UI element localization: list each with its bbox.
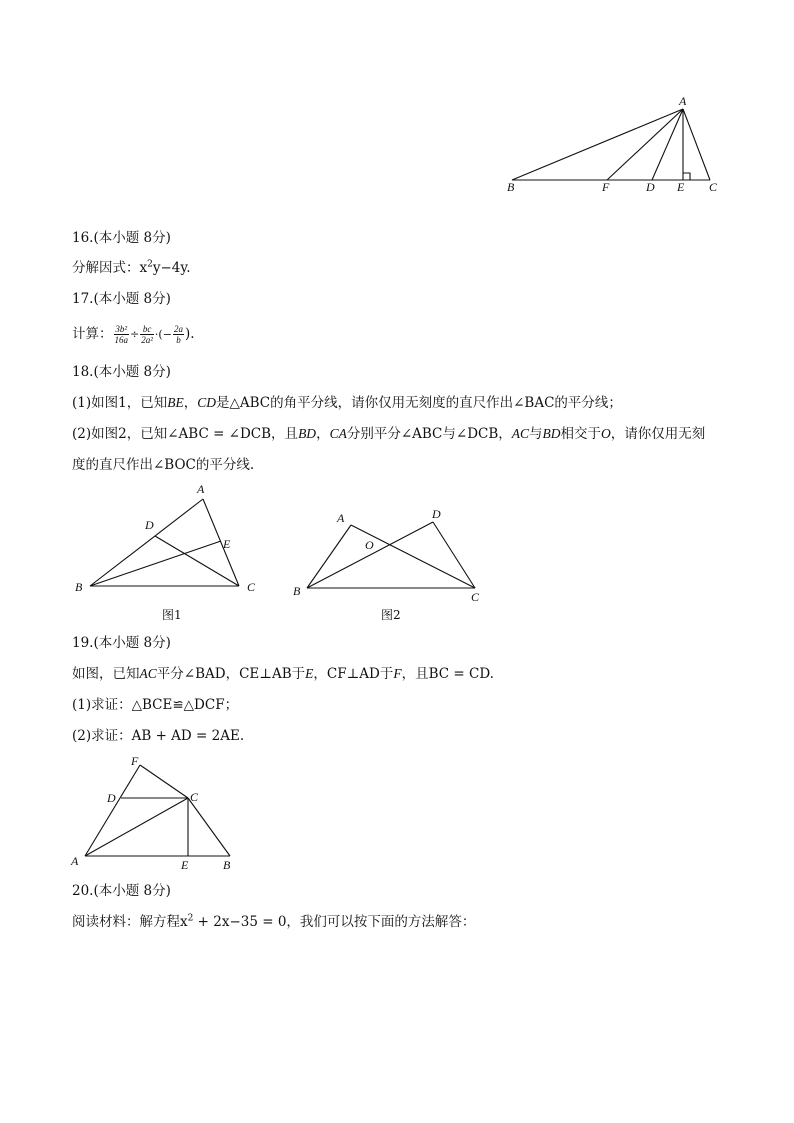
fig2-seg-dc [433,522,475,588]
q17-op1: ÷ [130,328,140,341]
q16-prompt: 分解因式： [72,260,140,276]
q18-p2-text-e: 相交于 [560,426,602,442]
fig3-seg-cb [188,798,230,856]
seg-ab [512,109,683,180]
q16-body [72,259,191,277]
figure-1 [70,478,270,628]
fig1-seg-ac [203,499,239,586]
q20-text-a: 阅读材料：解方程x [72,914,188,930]
q19-intro-b: 平分∠BAD，CE⊥AB于 [156,666,306,682]
q18-p2-text-b: ， [316,426,330,442]
q18-part2 [72,425,705,443]
fig3-seg-af [85,765,140,856]
figure-2 [285,500,495,628]
q20-text-sup: 2 [187,913,194,924]
label-f: F [602,180,610,194]
q20-text-b: + 2x−35 = 0，我们可以按下面的方法解答： [193,914,476,930]
label-b: B [507,180,515,194]
q17-body [72,320,195,348]
q17-f3-den: b [176,335,181,345]
q16-expr-b: y−4y. [152,260,191,276]
figure-3 [65,752,245,874]
label-d: D [646,180,655,194]
q19-intro-d: ，且BC = CD. [401,666,494,682]
q17-f3-num: 2a [173,324,183,334]
fig3-label-a: A [71,854,79,868]
q18-part1 [72,394,622,412]
seg-af [607,109,683,180]
q19-sub2: (2)求证：AB + AD = 2AE. [72,728,245,744]
q18-p2-ac: AC [511,426,530,441]
q18-header: 18.(本小题 8分) [72,364,171,380]
label-c: C [709,180,718,194]
q17-header: 17.(本小题 8分) [72,291,171,307]
q18-p2-ca: CA [329,426,347,441]
q18-p1-be: BE [167,395,184,410]
q19-intro-a: 如图，已知 [72,666,140,682]
fig3-label-c: C [190,790,199,804]
q20-text [72,913,475,931]
fig3-label-f: F [131,754,139,768]
q19-intro-e: E [305,666,314,681]
fig2-label-c: C [471,590,480,604]
fig1-label-a: A [197,482,205,496]
q18-p1-text-a: (1)如图1，已知 [72,395,168,411]
q17-fraction-2 [140,324,154,345]
q18-p2-text-d: 与 [529,426,543,442]
q17-op2: ·(− [154,328,172,341]
q19-intro-ac: AC [139,666,157,681]
q18-p2-text-c: 分别平分∠ABC与∠DCB， [346,426,512,442]
right-angle-mark [683,173,690,180]
fig2-caption: 图2 [381,608,401,622]
q17-tail: ). [184,326,195,342]
q17-fraction-1 [114,324,130,345]
fig1-caption: 图1 [162,608,182,622]
q17-f2-den: 2a² [141,335,153,345]
q17-f1-den: 16a [114,335,128,345]
fig2-label-d: D [432,507,441,521]
seg-ac [683,109,710,180]
figure-triangle-abc-top [500,92,730,197]
fig1-label-d: D [145,518,154,532]
fig3-label-b: B [223,858,231,872]
fig1-seg-ab [90,499,203,586]
q19-sub1: (1)求证：△BCE≌△DCF； [72,697,239,713]
q18-p1-cd: CD [197,395,216,410]
fig3-seg-ac [85,798,188,856]
q18-p2-text-f: ，请你仅用无刻 [610,426,706,442]
fig3-label-e: E [181,858,189,872]
q19-intro-c: ，CF⊥AD于 [313,666,394,682]
fig2-label-a: A [337,511,345,525]
fig1-label-b: B [75,580,83,594]
fig3-label-d: D [107,791,116,805]
fig2-seg-ac [351,525,475,588]
q18-p1-text-b: ， [183,395,198,411]
q19-intro-f: F [393,666,402,681]
q19-intro [72,665,494,683]
label-a: A [679,94,687,108]
q18-part2-line2: 度的直尺作出∠BOC的平分线. [72,457,255,473]
q18-p1-text-c: 是△ABC的角平分线，请你仅用无刻度的直尺作出∠BAC的平分线； [215,395,622,411]
q16-header: 16.(本小题 8分) [72,230,171,246]
q17-f2-num: bc [140,324,154,335]
q18-p2-text-a: (2)如图2，已知∠ABC = ∠DCB，且 [72,426,299,442]
fig2-label-o: O [365,538,374,552]
q16-expr-a: x [139,260,148,276]
q17-f1-num: 3b² [115,324,128,334]
q18-p2-bd2: BD [542,426,561,441]
label-e: E [677,180,685,194]
q17-prompt: 计算： [72,326,113,342]
q18-p2-bd: BD [298,426,317,441]
fig2-seg-ab [307,525,351,588]
fig1-label-c: C [247,580,256,594]
q19-header: 19.(本小题 8分) [72,635,171,651]
q18-p2-o: O [601,426,611,441]
fig1-label-e: E [223,537,231,551]
fig2-seg-bd [307,522,433,588]
q16-expr-sup: 2 [147,259,153,270]
fig3-seg-fc [140,765,188,798]
q20-header: 20.(本小题 8分) [72,883,171,899]
q17-fraction-3 [173,324,184,345]
fig2-label-b: B [293,584,301,598]
